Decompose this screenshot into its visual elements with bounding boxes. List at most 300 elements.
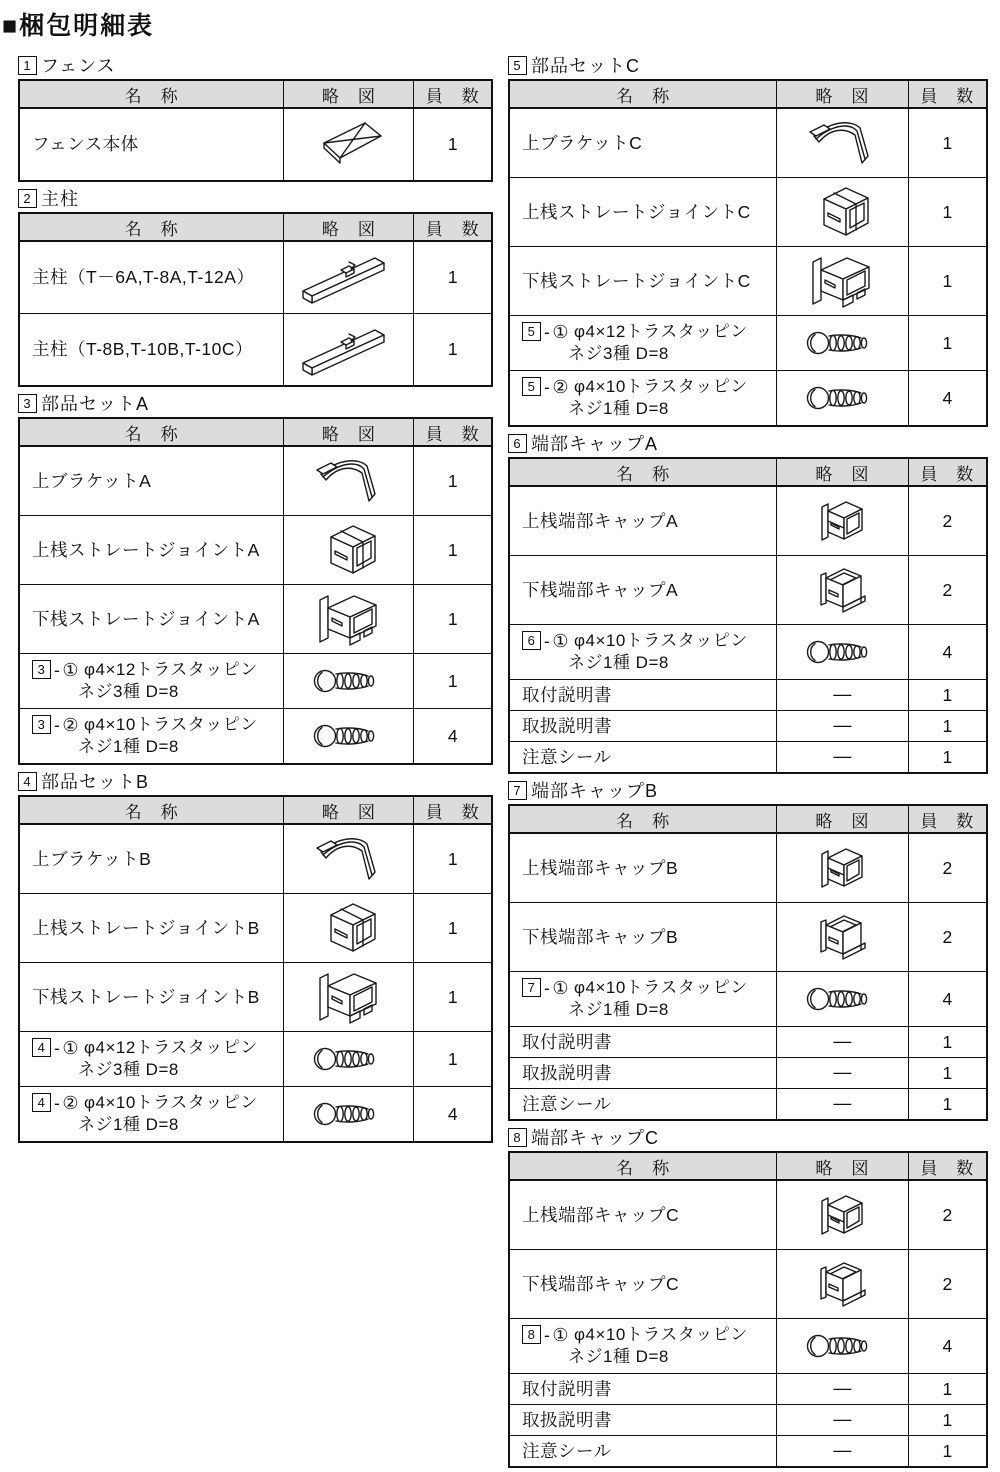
part-name: φ4×10トラスタッピン — [83, 714, 258, 734]
table-row — [509, 1180, 987, 1250]
prefix-number-box: 7 — [522, 978, 541, 997]
part-name-cell — [509, 833, 777, 903]
parts-table — [18, 417, 493, 765]
part-qty-cell: 1 — [908, 108, 987, 178]
section-number-box: 5 — [508, 56, 527, 75]
part-name: φ4×10トラスタッピン — [83, 1092, 258, 1112]
col-header-qty: 員 数 — [908, 458, 987, 486]
part-name-line1 — [522, 630, 772, 653]
table-row — [509, 556, 987, 625]
part-sketch-cell — [777, 1027, 908, 1058]
cap-lower-icon — [814, 1257, 870, 1311]
section-label — [18, 54, 493, 76]
col-header-sketch: 略 図 — [777, 80, 908, 108]
table-header — [19, 80, 492, 108]
post-icon — [297, 321, 401, 379]
part-qty-cell: 4 — [908, 972, 987, 1027]
part-name-cell — [19, 516, 284, 585]
post-icon — [297, 249, 401, 307]
parts-table — [508, 79, 988, 427]
part-sketch-cell — [284, 894, 414, 963]
table-header — [509, 1152, 987, 1180]
table-row — [19, 108, 492, 181]
table-row — [19, 1087, 492, 1143]
part-sketch-cell — [777, 1058, 908, 1089]
col-header-name: 名 称 — [19, 80, 284, 108]
part-sketch-cell — [284, 1087, 414, 1143]
cap-upper-icon — [815, 841, 869, 895]
part-name-line2: ネジ1種 D=8 — [568, 1347, 669, 1367]
part-name: 取付説明書 — [522, 1031, 612, 1052]
part-name-cell — [19, 1032, 284, 1087]
screw-icon — [803, 1330, 881, 1362]
prefix-circle-number: ① — [552, 977, 569, 998]
prefix-circle-number: ① — [552, 630, 569, 651]
part-sketch-cell — [777, 556, 908, 625]
section-label — [508, 779, 988, 801]
prefix-number-box: 5 — [522, 377, 541, 396]
part-name: 取扱説明書 — [522, 1062, 612, 1083]
col-header-name: 名 称 — [19, 796, 284, 824]
part-name-cell — [509, 1180, 777, 1250]
header-row — [19, 213, 492, 241]
part-name-cell — [509, 1058, 777, 1089]
right-column — [508, 54, 988, 1472]
part-sketch-cell — [777, 1089, 908, 1121]
cap-lower-icon — [814, 563, 870, 617]
section-title: フェンス — [41, 56, 116, 76]
table-row — [509, 371, 987, 427]
prefix-number-box: 3 — [32, 715, 51, 734]
part-sketch-cell — [777, 108, 908, 178]
col-header-sketch: 略 図 — [284, 418, 414, 446]
part-name-cell — [19, 1087, 284, 1143]
part-name: φ4×12トラスタッピン — [83, 659, 258, 679]
part-sketch-cell — [777, 486, 908, 556]
screw-icon — [803, 983, 881, 1015]
table-row — [509, 108, 987, 178]
prefix-separator: - — [54, 1092, 61, 1113]
part-sketch-cell — [777, 1180, 908, 1250]
part-name: 上ブラケットA — [32, 470, 152, 491]
section-6 — [508, 432, 988, 774]
table-row — [19, 516, 492, 585]
part-name: 上ブラケットB — [32, 848, 152, 869]
section-4 — [18, 770, 493, 1143]
section-label — [18, 187, 493, 209]
part-name-cell — [19, 241, 284, 314]
part-name: 下桟ストレートジョイントC — [522, 270, 751, 291]
part-qty-cell: 1 — [908, 1027, 987, 1058]
part-name: 上ブラケットC — [522, 132, 643, 153]
part-name: 下桟ストレートジョイントA — [32, 608, 260, 629]
section-number-box: 1 — [18, 56, 37, 75]
col-header-name: 名 称 — [19, 418, 284, 446]
screw-icon — [310, 1043, 388, 1075]
cap-upper-icon — [815, 1188, 869, 1242]
table-row — [19, 585, 492, 654]
prefix-separator: - — [544, 1324, 551, 1345]
part-name-cell — [19, 894, 284, 963]
part-name-cell — [509, 316, 777, 371]
part-name-line1 — [522, 977, 772, 1000]
part-name-cell — [509, 1027, 777, 1058]
part-sketch-cell — [777, 680, 908, 711]
screw-icon — [310, 665, 388, 697]
part-sketch-cell — [777, 1250, 908, 1319]
bracket-icon — [313, 832, 385, 886]
section-number-box: 7 — [508, 781, 527, 800]
part-sketch-cell — [777, 247, 908, 316]
part-name-line2: ネジ3種 D=8 — [78, 1060, 179, 1080]
col-header-name: 名 称 — [509, 805, 777, 833]
part-qty-cell: 4 — [414, 1087, 492, 1143]
table-header — [509, 805, 987, 833]
section-number-box: 2 — [18, 189, 37, 208]
part-name: 上桟端部キャップA — [522, 510, 679, 531]
part-name-line1 — [32, 659, 279, 682]
part-qty-cell: 1 — [414, 654, 492, 709]
prefix-circle-number: ① — [62, 659, 79, 680]
part-qty-cell: 2 — [908, 1250, 987, 1319]
part-sketch-cell — [777, 316, 908, 371]
table-header — [509, 80, 987, 108]
part-sketch-cell — [777, 711, 908, 742]
prefix-separator: - — [544, 321, 551, 342]
section-title: 端部キャップC — [531, 1128, 659, 1148]
part-qty-cell: 4 — [908, 371, 987, 427]
table-row — [509, 316, 987, 371]
part-name-cell — [509, 1374, 777, 1405]
header-row — [19, 80, 492, 108]
dash-icon: — — [833, 1409, 852, 1429]
joint-lower-icon — [312, 590, 386, 648]
prefix-circle-number: ② — [552, 376, 569, 397]
col-header-name: 名 称 — [19, 213, 284, 241]
section-number-box: 8 — [508, 1128, 527, 1147]
part-sketch-cell — [284, 585, 414, 654]
part-name: 上桟端部キャップB — [522, 857, 679, 878]
part-name-cell — [509, 1250, 777, 1319]
dash-icon: — — [833, 1062, 852, 1082]
table-row — [509, 486, 987, 556]
part-qty-cell: 1 — [908, 742, 987, 774]
part-name-cell — [19, 585, 284, 654]
table-row — [509, 625, 987, 680]
part-name-line2: ネジ3種 D=8 — [568, 344, 669, 364]
part-name-cell — [509, 247, 777, 316]
table-header — [19, 213, 492, 241]
header-row — [509, 1152, 987, 1180]
col-header-qty: 員 数 — [414, 418, 492, 446]
screw-icon — [310, 1098, 388, 1130]
table-row — [19, 314, 492, 387]
part-name-cell — [509, 742, 777, 774]
part-sketch-cell — [777, 1436, 908, 1468]
col-header-qty: 員 数 — [414, 80, 492, 108]
part-name: 取付説明書 — [522, 684, 612, 705]
part-qty-cell: 4 — [414, 709, 492, 765]
col-header-sketch: 略 図 — [777, 805, 908, 833]
col-header-qty: 員 数 — [908, 80, 987, 108]
part-qty-cell: 4 — [908, 1319, 987, 1374]
part-sketch-cell — [777, 972, 908, 1027]
part-sketch-cell — [284, 654, 414, 709]
part-name: 注意シール — [522, 1093, 612, 1114]
part-qty-cell: 1 — [414, 108, 492, 181]
table-header — [19, 796, 492, 824]
part-qty-cell: 2 — [908, 486, 987, 556]
table-row — [19, 654, 492, 709]
col-header-sketch: 略 図 — [284, 213, 414, 241]
table-row — [509, 903, 987, 972]
part-name: φ4×10トラスタッピン — [573, 376, 748, 396]
screw-icon — [310, 720, 388, 752]
table-row — [509, 1319, 987, 1374]
part-sketch-cell — [284, 241, 414, 314]
table-row — [509, 1436, 987, 1468]
part-qty-cell: 1 — [908, 1405, 987, 1436]
part-name: φ4×10トラスタッピン — [573, 630, 748, 650]
dash-icon: — — [833, 1440, 852, 1460]
dash-icon: — — [833, 715, 852, 735]
part-qty-cell: 1 — [414, 241, 492, 314]
part-qty-cell: 1 — [908, 1436, 987, 1468]
parts-table — [18, 795, 493, 1143]
part-name: 下桟端部キャップC — [522, 1273, 680, 1294]
part-qty-cell: 2 — [908, 1180, 987, 1250]
prefix-circle-number: ① — [62, 1037, 79, 1058]
part-qty-cell: 2 — [908, 833, 987, 903]
part-qty-cell: 1 — [414, 585, 492, 654]
part-name: 主柱（T－6A,T-8A,T-12A） — [32, 267, 255, 288]
part-sketch-cell — [777, 903, 908, 972]
part-name-cell — [19, 709, 284, 765]
col-header-sketch: 略 図 — [284, 796, 414, 824]
section-label — [18, 392, 493, 414]
page-title: ■梱包明細表 — [2, 12, 155, 40]
section-title: 部品セットB — [41, 772, 150, 792]
part-name-cell — [509, 680, 777, 711]
prefix-number-box: 5 — [522, 322, 541, 341]
part-sketch-cell — [777, 833, 908, 903]
part-name-line1 — [32, 1037, 279, 1060]
fence-panel-icon — [312, 118, 386, 172]
part-qty-cell: 1 — [414, 1032, 492, 1087]
prefix-number-box: 4 — [32, 1093, 51, 1112]
col-header-sketch: 略 図 — [777, 1152, 908, 1180]
part-name: 上桟ストレートジョイントA — [32, 539, 260, 560]
part-name-cell — [509, 625, 777, 680]
header-row — [19, 796, 492, 824]
table-columns — [2, 54, 990, 1472]
table-row — [509, 1027, 987, 1058]
part-sketch-cell — [777, 1319, 908, 1374]
part-sketch-cell — [284, 1032, 414, 1087]
col-header-qty: 員 数 — [414, 796, 492, 824]
section-label — [18, 770, 493, 792]
part-name: 下桟ストレートジョイントB — [32, 986, 260, 1007]
part-qty-cell: 1 — [414, 824, 492, 894]
part-qty-cell: 1 — [414, 314, 492, 387]
prefix-separator: - — [544, 376, 551, 397]
table-row — [509, 1250, 987, 1319]
part-name-line2: ネジ1種 D=8 — [568, 399, 669, 419]
part-name-cell — [509, 108, 777, 178]
table-row — [19, 963, 492, 1032]
screw-icon — [803, 327, 881, 359]
section-title: 端部キャップB — [531, 781, 659, 801]
part-name-line2: ネジ1種 D=8 — [568, 653, 669, 673]
part-name-cell — [509, 371, 777, 427]
part-name: 主柱（T-8B,T-10B,T-10C） — [32, 339, 254, 360]
part-name-line1 — [522, 1324, 772, 1347]
joint-upper-icon — [314, 521, 384, 579]
joint-lower-icon — [805, 252, 879, 310]
part-name: フェンス本体 — [32, 134, 139, 155]
parts-table — [18, 79, 493, 182]
left-column — [18, 54, 493, 1147]
part-name-cell — [509, 178, 777, 247]
prefix-separator: - — [544, 630, 551, 651]
part-name-cell — [19, 446, 284, 516]
section-label — [508, 432, 988, 454]
section-label — [508, 1126, 988, 1148]
prefix-number-box: 8 — [522, 1325, 541, 1344]
dash-icon: — — [833, 1093, 852, 1113]
prefix-circle-number: ① — [552, 321, 569, 342]
parts-table — [18, 212, 493, 387]
col-header-qty: 員 数 — [908, 805, 987, 833]
part-qty-cell: 1 — [908, 1089, 987, 1121]
part-sketch-cell — [777, 1374, 908, 1405]
col-header-qty: 員 数 — [414, 213, 492, 241]
part-qty-cell: 1 — [908, 316, 987, 371]
prefix-separator: - — [544, 977, 551, 998]
part-sketch-cell — [777, 625, 908, 680]
part-name-cell — [509, 486, 777, 556]
part-sketch-cell — [284, 516, 414, 585]
section-number-box: 4 — [18, 772, 37, 791]
section-2 — [18, 187, 493, 387]
header-row — [509, 80, 987, 108]
part-sketch-cell — [284, 446, 414, 516]
part-name: φ4×12トラスタッピン — [83, 1037, 258, 1057]
joint-lower-icon — [312, 968, 386, 1026]
part-sketch-cell — [777, 178, 908, 247]
screw-icon — [803, 636, 881, 668]
bracket-icon — [313, 454, 385, 508]
section-5 — [508, 54, 988, 427]
part-sketch-cell — [284, 314, 414, 387]
prefix-number-box: 3 — [32, 660, 51, 679]
dash-icon: — — [833, 684, 852, 704]
part-sketch-cell — [284, 824, 414, 894]
section-3 — [18, 392, 493, 765]
part-name: 下桟端部キャップA — [522, 579, 679, 600]
table-row — [19, 894, 492, 963]
part-name-cell — [509, 556, 777, 625]
table-row — [509, 711, 987, 742]
table-row — [509, 1405, 987, 1436]
part-name-cell — [19, 963, 284, 1032]
part-qty-cell: 4 — [908, 625, 987, 680]
cap-upper-icon — [815, 494, 869, 548]
table-row — [19, 709, 492, 765]
joint-upper-icon — [314, 899, 384, 957]
header-row — [19, 418, 492, 446]
col-header-sketch: 略 図 — [777, 458, 908, 486]
part-qty-cell: 1 — [908, 178, 987, 247]
prefix-circle-number: ② — [62, 714, 79, 735]
part-name-line1 — [32, 1092, 279, 1115]
part-name-line2: ネジ1種 D=8 — [568, 1000, 669, 1020]
part-sketch-cell — [777, 371, 908, 427]
section-title: 部品セットA — [41, 394, 150, 414]
section-title: 部品セットC — [531, 56, 640, 76]
part-name: 上桟ストレートジョイントC — [522, 201, 751, 222]
parts-table — [508, 457, 988, 774]
table-header — [509, 458, 987, 486]
part-name: 上桟ストレートジョイントB — [32, 917, 260, 938]
section-title: 主柱 — [41, 189, 79, 209]
part-name: 取扱説明書 — [522, 1409, 612, 1430]
bracket-icon — [806, 116, 878, 170]
screw-icon — [803, 382, 881, 414]
part-sketch-cell — [284, 709, 414, 765]
part-name-cell — [509, 1436, 777, 1468]
part-name-cell — [509, 1405, 777, 1436]
col-header-name: 名 称 — [509, 458, 777, 486]
table-row — [509, 1374, 987, 1405]
dash-icon: — — [833, 746, 852, 766]
part-qty-cell: 1 — [414, 963, 492, 1032]
table-row — [509, 247, 987, 316]
part-qty-cell: 1 — [908, 680, 987, 711]
part-qty-cell: 1 — [414, 516, 492, 585]
part-qty-cell: 1 — [908, 1058, 987, 1089]
part-name-cell — [509, 1089, 777, 1121]
part-qty-cell: 1 — [414, 446, 492, 516]
part-name: 下桟端部キャップB — [522, 926, 679, 947]
parts-table — [508, 804, 988, 1121]
part-qty-cell: 1 — [908, 711, 987, 742]
prefix-circle-number: ② — [62, 1092, 79, 1113]
table-row — [509, 178, 987, 247]
part-name: 注意シール — [522, 746, 612, 767]
part-qty-cell: 1 — [414, 894, 492, 963]
prefix-separator: - — [54, 1037, 61, 1058]
part-qty-cell: 2 — [908, 556, 987, 625]
part-qty-cell: 2 — [908, 903, 987, 972]
part-name-cell — [509, 903, 777, 972]
section-title: 端部キャップA — [531, 434, 659, 454]
table-row — [509, 742, 987, 774]
part-qty-cell: 1 — [908, 1374, 987, 1405]
part-name-line1 — [32, 714, 279, 737]
part-name-line2: ネジ1種 D=8 — [78, 737, 179, 757]
part-name: φ4×12トラスタッピン — [573, 321, 748, 341]
col-header-sketch: 略 図 — [284, 80, 414, 108]
part-name: 取扱説明書 — [522, 715, 612, 736]
header-row — [509, 805, 987, 833]
table-row — [19, 241, 492, 314]
part-name-cell — [509, 972, 777, 1027]
part-name: φ4×10トラスタッピン — [573, 1324, 748, 1344]
cap-lower-icon — [814, 910, 870, 964]
part-name-cell — [19, 108, 284, 181]
section-label — [508, 54, 988, 76]
